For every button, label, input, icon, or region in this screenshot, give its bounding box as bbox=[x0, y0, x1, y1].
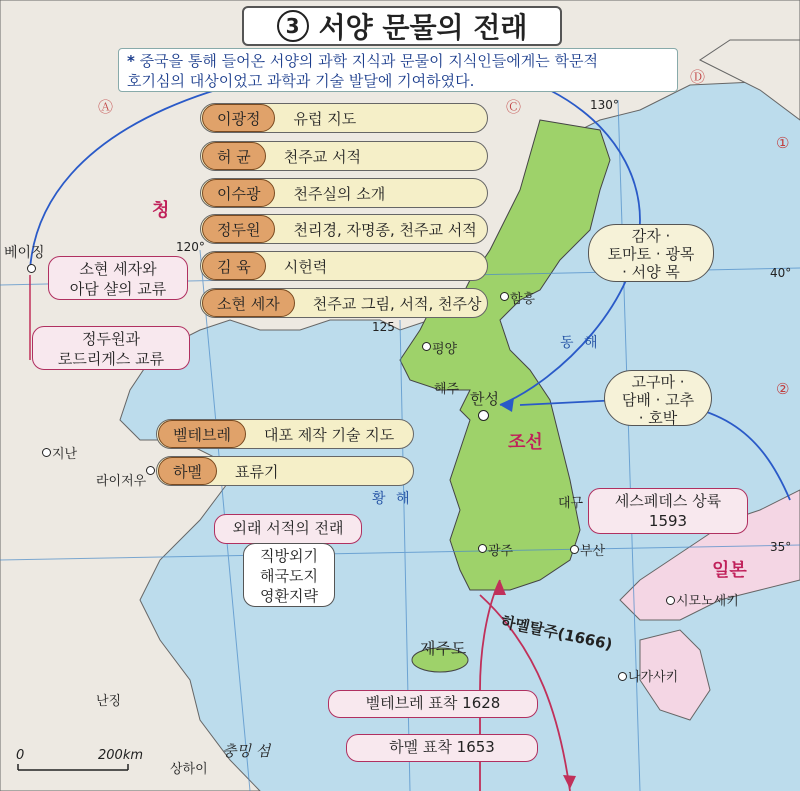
country-japan: 일본 bbox=[712, 560, 747, 581]
place-shimonoseki: 시모노세키 bbox=[676, 594, 739, 609]
country-joseon: 조선 bbox=[508, 432, 543, 453]
book-title: 해국도지 bbox=[260, 567, 318, 585]
place-chongming: 충밍 섬 bbox=[222, 742, 271, 760]
person-name: 정두원 bbox=[202, 215, 275, 243]
crop-line: · 호박 bbox=[638, 409, 678, 427]
pill-person bbox=[200, 141, 488, 171]
coord-lat35: 35° bbox=[770, 540, 792, 554]
sea-yellow: 황 해 bbox=[372, 491, 413, 507]
place-gwangju: 광주 bbox=[488, 544, 514, 559]
pill-person bbox=[200, 288, 488, 318]
sespedes-name: 세스페데스 상륙 bbox=[614, 492, 722, 510]
place-laizhou: 라이저우 bbox=[96, 474, 147, 489]
place-busan: 부산 bbox=[580, 544, 606, 559]
hamel-escape-label: 하멜탈주(1666) bbox=[499, 612, 614, 654]
crops-north bbox=[588, 224, 714, 282]
place-nagasaki: 나가사키 bbox=[628, 670, 679, 685]
coord-lat40: 40° bbox=[770, 266, 792, 280]
book-title: 영환지략 bbox=[260, 587, 318, 605]
crop-line: 담배 · 고추 bbox=[621, 391, 695, 409]
section-number: 3 bbox=[277, 10, 309, 42]
pill-person bbox=[200, 103, 488, 133]
person-name: 벨테브레 bbox=[158, 420, 246, 448]
person-contribution: 대포 제작 기술 지도 bbox=[263, 425, 395, 444]
book-title: 직방외기 bbox=[260, 547, 318, 565]
person-contribution: 천주교 서적 bbox=[283, 147, 361, 166]
arrow-head-red-2 bbox=[563, 775, 576, 789]
coord-lon130: 130° bbox=[590, 98, 619, 112]
intro-line-2: 호기심의 대상이었고 과학과 기술 발달에 기여하였다. bbox=[127, 72, 475, 90]
person-name: 허 균 bbox=[202, 142, 266, 170]
arrival-weltevree bbox=[328, 690, 538, 718]
place-pyongyang: 평양 bbox=[432, 342, 458, 357]
city-marker bbox=[666, 596, 675, 605]
place-shanghai: 상하이 bbox=[170, 762, 208, 777]
pill-dutch bbox=[156, 456, 414, 486]
city-marker bbox=[500, 292, 509, 301]
crop-line: 고구마 · bbox=[631, 373, 685, 391]
country-qing: 청 bbox=[152, 200, 170, 221]
place-beijing: 베이징 bbox=[4, 245, 45, 261]
grid-ref-2: ② bbox=[776, 380, 790, 398]
asterisk-icon: * bbox=[127, 52, 135, 70]
books-list bbox=[243, 543, 335, 607]
grid-ref-d: Ⓓ bbox=[690, 68, 706, 86]
arrival-text: 하멜 표착 bbox=[389, 738, 452, 756]
pill-person bbox=[200, 251, 488, 281]
intro-line-1: 중국을 통해 들어온 서양의 과학 지식과 문물이 지식인들에게는 학문적 bbox=[139, 52, 598, 70]
crop-line: · 서양 목 bbox=[622, 263, 680, 281]
exchange-jeong bbox=[32, 326, 190, 370]
exchange-line: 아담 샬의 교류 bbox=[69, 280, 167, 298]
sespedes-landing bbox=[588, 488, 748, 534]
person-contribution: 유럽 지도 bbox=[293, 109, 357, 128]
person-contribution: 천리경, 자명종, 천주교 서적 bbox=[293, 220, 477, 239]
person-contribution: 천주실의 소개 bbox=[293, 184, 386, 203]
title-text: 서양 문물의 전래 bbox=[318, 11, 528, 44]
exchange-sohyeon bbox=[48, 256, 188, 300]
exchange-line: 정두원과 bbox=[82, 330, 140, 348]
person-name: 김 육 bbox=[202, 252, 266, 280]
city-marker bbox=[422, 342, 431, 351]
arrival-year: 1628 bbox=[462, 694, 501, 712]
pill-person bbox=[200, 214, 488, 244]
place-haeju: 해주 bbox=[434, 382, 460, 397]
place-jinan: 지난 bbox=[52, 447, 78, 462]
arrival-hamel bbox=[346, 734, 538, 762]
arrival-text: 벨테브레 표착 bbox=[365, 694, 458, 712]
place-hamhung: 함흥 bbox=[510, 292, 536, 307]
grid-ref-1: ① bbox=[776, 134, 790, 152]
place-daegu: 대구 bbox=[558, 496, 584, 511]
person-name: 이광정 bbox=[202, 104, 275, 132]
city-marker bbox=[146, 466, 155, 475]
city-marker bbox=[42, 448, 51, 457]
person-name: 이수광 bbox=[202, 179, 275, 207]
person-name: 소현 세자 bbox=[202, 289, 295, 317]
page-title bbox=[242, 6, 562, 46]
city-marker bbox=[618, 672, 627, 681]
grid-ref-c: Ⓒ bbox=[506, 98, 522, 116]
exchange-line: 로드리게스 교류 bbox=[57, 350, 165, 368]
place-nanjing: 난징 bbox=[96, 694, 122, 709]
person-name: 하멜 bbox=[158, 457, 217, 485]
person-contribution: 천주교 그림, 서적, 천주상 bbox=[312, 294, 482, 313]
city-marker bbox=[27, 264, 36, 273]
intro-note bbox=[118, 48, 678, 92]
place-hanseong: 한성 bbox=[470, 390, 499, 408]
place-jeju: 제주도 bbox=[420, 639, 467, 658]
crop-line: 토마토 · 광목 bbox=[607, 245, 695, 263]
crops-south bbox=[604, 370, 712, 426]
books-header: 외래 서적의 전래 bbox=[214, 514, 362, 544]
coord-lon120: 120° bbox=[176, 240, 205, 254]
city-marker bbox=[570, 545, 579, 554]
arrival-year: 1653 bbox=[456, 738, 495, 756]
pill-dutch bbox=[156, 419, 414, 449]
capital-marker bbox=[478, 410, 489, 421]
scale-km: 200km bbox=[98, 748, 144, 763]
exchange-line: 소현 세자와 bbox=[79, 260, 157, 278]
scale-zero: 0 bbox=[16, 748, 25, 763]
sespedes-year: 1593 bbox=[648, 512, 688, 530]
person-contribution: 표류기 bbox=[234, 462, 279, 481]
pill-person bbox=[200, 178, 488, 208]
sea-east: 동 해 bbox=[560, 335, 601, 351]
city-marker bbox=[478, 544, 487, 553]
grid-ref-a: Ⓐ bbox=[98, 98, 114, 116]
crop-line: 감자 · bbox=[631, 227, 671, 245]
coord-lon125: 125 bbox=[372, 320, 395, 334]
person-contribution: 시헌력 bbox=[283, 257, 328, 276]
